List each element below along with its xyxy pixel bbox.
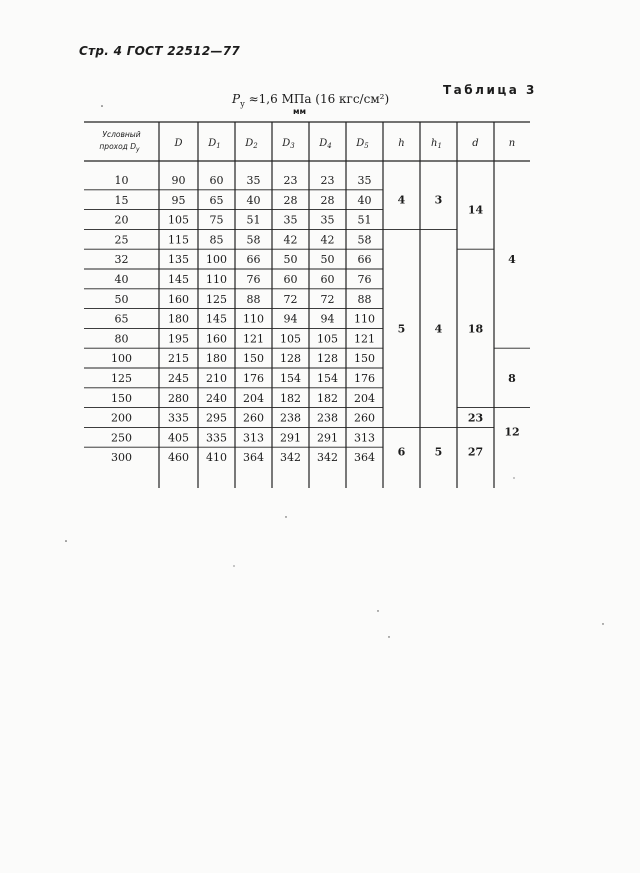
cell-Dy: 200	[111, 411, 132, 425]
cell-Dy: 80	[114, 332, 129, 346]
merged-cell-h1: 3	[434, 193, 443, 207]
cell-D4: 72	[320, 292, 335, 306]
cell-D3: 50	[283, 253, 298, 267]
cell-D5: 176	[354, 372, 375, 385]
cell-D5: 76	[357, 273, 372, 286]
merged-cell-n: 12	[504, 425, 520, 439]
cell-Dy: 150	[111, 391, 132, 405]
cell-D4: 94	[320, 312, 335, 326]
cell-D: 135	[168, 253, 189, 267]
cell-D5: 260	[354, 411, 375, 425]
cell-D5: 204	[354, 391, 375, 405]
column-header-D5: $D_5$	[356, 138, 369, 150]
cell-D: 405	[168, 431, 189, 445]
cell-D2: 66	[246, 253, 261, 267]
cell-D5: 51	[357, 213, 372, 227]
cell-D1: 85	[209, 233, 224, 247]
cell-D4: 50	[320, 253, 335, 267]
cell-D1: 110	[206, 273, 227, 286]
cell-D4: 342	[317, 451, 338, 465]
column-header-line: проход $D_у$	[99, 142, 140, 153]
merged-cell-h1: 5	[434, 445, 443, 459]
column-header-line: Условный	[102, 130, 141, 139]
cell-D2: 40	[246, 193, 261, 207]
cell-D: 115	[168, 233, 189, 247]
cell-D2: 121	[243, 332, 264, 346]
cell-D: 215	[168, 352, 189, 366]
cell-D1: 410	[206, 451, 227, 465]
column-header-D1: $D_1$	[208, 138, 221, 150]
cell-D5: 150	[354, 352, 375, 366]
cell-D1: 295	[206, 411, 227, 425]
cell-D2: 176	[243, 372, 264, 385]
column-header-subscript: 3	[290, 142, 295, 150]
merged-cell-h: 5	[397, 322, 406, 336]
cell-D4: 128	[317, 352, 338, 366]
cell-D5: 58	[357, 233, 372, 247]
cell-Dy: 300	[111, 451, 132, 465]
speck	[65, 540, 67, 542]
column-header-h1: $h_1$	[431, 138, 442, 150]
cell-D1: 100	[206, 253, 227, 267]
cell-D1: 65	[209, 193, 224, 207]
cell-D2: 260	[243, 411, 264, 425]
cell-D1: 160	[206, 332, 227, 346]
cell-D2: 58	[246, 233, 261, 247]
cell-Dy: 125	[111, 372, 132, 385]
table-label: Таблица 3	[443, 83, 537, 97]
cell-D1: 180	[206, 352, 227, 366]
cell-D: 105	[168, 213, 189, 227]
cell-Dy: 32	[114, 253, 129, 267]
cell-D3: 94	[283, 312, 298, 326]
cell-Dy: 40	[114, 273, 129, 286]
cell-D2: 204	[243, 391, 264, 405]
cell-D1: 210	[206, 372, 227, 385]
column-header-D: D	[174, 138, 183, 149]
cell-D2: 51	[246, 213, 261, 227]
cell-Dy: 100	[111, 352, 132, 366]
cell-D: 245	[168, 372, 189, 385]
cell-D5: 110	[354, 312, 375, 326]
cell-D4: 105	[317, 332, 338, 346]
cell-D4: 60	[320, 273, 335, 286]
cell-D3: 128	[280, 352, 301, 366]
merged-cell-h: 6	[397, 445, 406, 459]
column-header-subscript: 4	[327, 142, 332, 150]
cell-D4: 291	[317, 431, 338, 445]
cell-D: 460	[168, 451, 189, 465]
cell-D4: 35	[320, 213, 335, 227]
cell-D1: 145	[206, 312, 227, 326]
speck	[377, 610, 378, 611]
cell-D5: 40	[357, 193, 372, 207]
speck	[101, 105, 103, 107]
column-header-h: h	[398, 138, 405, 149]
column-header-D2: $D_2$	[245, 138, 258, 150]
cell-D3: 72	[283, 292, 298, 306]
pressure-value: ≈1,6 МПа (16 кгс/см²)	[244, 92, 390, 106]
cell-Dy: 20	[114, 213, 129, 227]
column-header-d: d	[472, 138, 479, 149]
cell-D: 160	[168, 292, 189, 306]
unit-label: мм	[293, 107, 307, 116]
cell-D3: 154	[280, 372, 301, 385]
column-header-subscript: 1	[437, 142, 442, 150]
column-header-D4: $D_4$	[319, 138, 332, 150]
merged-cell-h1: 4	[434, 322, 443, 336]
speck	[233, 565, 234, 566]
cell-D3: 60	[283, 273, 298, 286]
pressure-subscript: у	[240, 99, 245, 109]
cell-D: 195	[168, 332, 189, 346]
cell-D3: 23	[283, 174, 298, 187]
merged-cell-d: 23	[467, 411, 484, 425]
cell-D5: 364	[354, 451, 375, 465]
column-header-subscript: 1	[216, 142, 221, 150]
cell-D5: 121	[354, 332, 375, 346]
merged-cell-d: 18	[467, 322, 484, 336]
speck	[513, 477, 514, 478]
cell-D2: 150	[243, 352, 264, 366]
merged-cell-d: 14	[467, 203, 484, 217]
column-header-subscript: 5	[364, 142, 369, 150]
column-header-subscript: 2	[253, 142, 258, 150]
cell-D4: 238	[317, 411, 338, 425]
cell-D2: 110	[243, 312, 264, 326]
page-header: Стр. 4 ГОСТ 22512—77	[79, 44, 241, 58]
speck	[388, 636, 389, 637]
cell-D: 95	[171, 193, 186, 207]
cell-D3: 291	[280, 431, 301, 445]
cell-Dy: 65	[114, 312, 129, 326]
cell-D4: 28	[320, 193, 335, 207]
column-header-D3: $D_3$	[282, 138, 295, 150]
pressure-symbol: P	[232, 92, 241, 106]
merged-cell-h: 4	[397, 193, 406, 207]
cell-D1: 125	[206, 292, 227, 306]
cell-D2: 76	[246, 273, 261, 286]
cell-D: 280	[168, 391, 189, 405]
cell-D2: 364	[243, 451, 264, 465]
cell-D5: 88	[357, 292, 372, 306]
cell-Dy: 25	[114, 233, 129, 247]
merged-cell-d: 27	[467, 445, 484, 459]
cell-Dy: 50	[114, 292, 129, 306]
speck	[602, 623, 603, 624]
cell-D5: 35	[357, 174, 372, 187]
cell-D3: 182	[280, 391, 301, 405]
cell-D: 145	[168, 273, 189, 286]
column-header-n: n	[508, 138, 516, 149]
cell-D4: 182	[317, 391, 338, 405]
cell-D4: 154	[317, 372, 338, 385]
cell-D1: 75	[209, 213, 224, 227]
merged-cell-n: 8	[508, 371, 516, 385]
cell-D3: 35	[283, 213, 298, 227]
cell-D1: 240	[206, 391, 227, 405]
cell-D3: 238	[280, 411, 301, 425]
merged-cell-n: 4	[508, 253, 516, 267]
cell-D3: 342	[280, 451, 301, 465]
cell-D2: 313	[243, 431, 264, 445]
cell-D2: 88	[246, 292, 261, 306]
cell-D2: 35	[246, 174, 261, 187]
cell-D3: 42	[283, 233, 298, 247]
cell-Dy: 10	[114, 174, 129, 187]
cell-D: 335	[168, 411, 189, 425]
cell-D4: 42	[320, 233, 335, 247]
speck	[285, 516, 286, 517]
cell-D1: 335	[206, 431, 227, 445]
cell-D4: 23	[320, 174, 335, 187]
cell-D5: 66	[357, 253, 372, 267]
cell-D: 90	[171, 174, 186, 187]
cell-D1: 60	[209, 174, 224, 187]
cell-D5: 313	[354, 431, 375, 445]
column-header-subscript: у	[136, 146, 140, 153]
cell-D3: 105	[280, 332, 301, 346]
cell-Dy: 15	[114, 193, 129, 207]
cell-D3: 28	[283, 193, 298, 207]
cell-Dy: 250	[111, 431, 132, 445]
cell-D: 180	[168, 312, 189, 326]
